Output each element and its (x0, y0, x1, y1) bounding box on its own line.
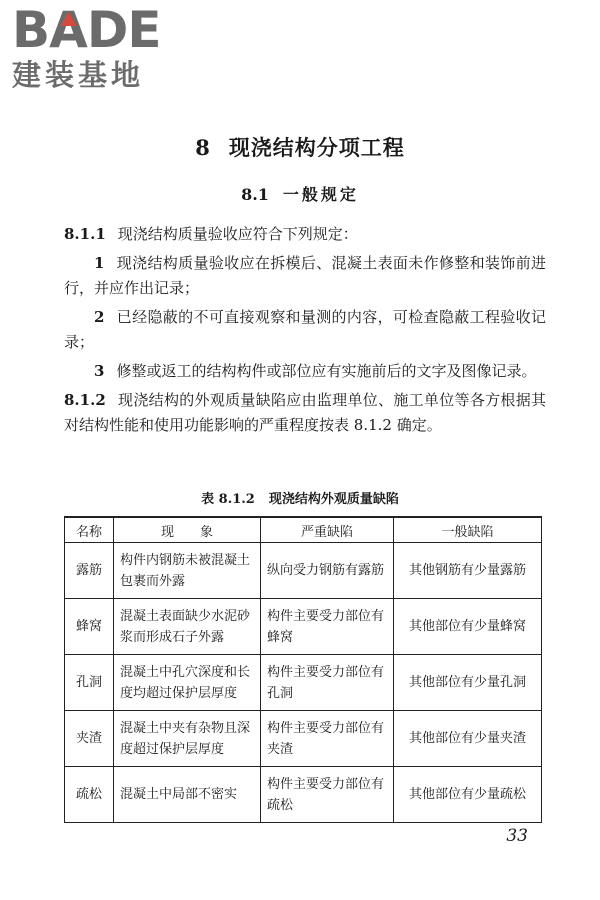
cell-name: 疏松 (65, 767, 114, 823)
clause-number: 8.1.1 (64, 225, 106, 243)
table-row (65, 767, 542, 823)
cell-phenomenon: 混凝土中局部不密实 (114, 767, 261, 823)
cell-serious: 构件主要受力部位有孔洞 (261, 655, 394, 711)
cell-phenomenon: 混凝土表面缺少水泥砂浆而形成石子外露 (114, 599, 261, 655)
cell-general: 其他部位有少量孔洞 (394, 655, 542, 711)
page-number: 33 (506, 826, 528, 846)
item-number: 2 (94, 308, 105, 326)
cell-general: 其他钢筋有少量露筋 (394, 543, 542, 599)
table-row (65, 711, 542, 767)
bade-logo (12, 1, 182, 92)
header-name: 名称 (65, 517, 114, 543)
table-number: 表 8.1.2 (201, 492, 255, 507)
header-serious: 严重缺陷 (261, 517, 394, 543)
item-text: 已经隐蔽的不可直接观察和量测的内容，可检查隐蔽工程验收记录； (64, 308, 546, 351)
item-2 (64, 305, 546, 355)
section-title-text: 一般规定 (282, 185, 359, 204)
logo-chinese-name: 建装基地 (12, 58, 145, 92)
item-text: 现浇结构质量验收应在拆模后、混凝土表面未作修整和装饰前进行，并应作出记录； (64, 254, 546, 297)
defects-table (64, 516, 542, 823)
item-3 (64, 359, 546, 384)
cell-name: 孔洞 (65, 655, 114, 711)
section-title (0, 182, 600, 205)
chapter-title-text: 现浇结构分项工程 (228, 135, 405, 160)
item-text: 修整或返工的结构构件或部位应有实施前后的文字及图像记录。 (116, 362, 537, 380)
cell-general: 其他部位有少量夹渣 (394, 711, 542, 767)
item-number: 1 (94, 254, 105, 272)
cell-phenomenon: 构件内钢筋未被混凝土包裹而外露 (114, 543, 261, 599)
cell-general: 其他部位有少量蜂窝 (394, 599, 542, 655)
table-caption (0, 488, 600, 507)
clause-8-1-1 (64, 222, 546, 247)
clause-number: 8.1.2 (64, 391, 106, 409)
clause-text: 现浇结构质量验收应符合下列规定： (117, 225, 358, 243)
clause-text: 现浇结构的外观质量缺陷应由监理单位、施工单位等各方根据其对结构性能和使用功能影响的严重程度按表 8.1.2 确定。 (64, 391, 546, 434)
clause-8-1-2 (64, 388, 546, 438)
cell-phenomenon: 混凝土中孔穴深度和长度均超过保护层厚度 (114, 655, 261, 711)
cell-serious: 构件主要受力部位有蜂窝 (261, 599, 394, 655)
cell-serious: 构件主要受力部位有夹渣 (261, 711, 394, 767)
cell-name: 夹渣 (65, 711, 114, 767)
table-header-row (65, 517, 542, 543)
cell-serious: 纵向受力钢筋有露筋 (261, 543, 394, 599)
table-row (65, 599, 542, 655)
cell-name: 露筋 (65, 543, 114, 599)
cell-phenomenon: 混凝土中夹有杂物且深度超过保护层厚度 (114, 711, 261, 767)
table-row (65, 655, 542, 711)
section-number: 8.1 (241, 185, 269, 204)
item-number: 3 (94, 362, 105, 380)
body-text (64, 222, 546, 438)
header-phenomenon: 现 象 (114, 517, 261, 543)
logo-wordmark: BADE (12, 1, 161, 59)
item-1 (64, 251, 546, 301)
cell-serious: 构件主要受力部位有疏松 (261, 767, 394, 823)
logo-letter-a: A (49, 1, 87, 59)
chapter-number: 8 (195, 135, 211, 160)
cell-general: 其他部位有少量疏松 (394, 767, 542, 823)
chapter-title (0, 132, 600, 162)
table-title: 现浇结构外观质量缺陷 (268, 492, 399, 507)
header-general: 一般缺陷 (394, 517, 542, 543)
table-row (65, 543, 542, 599)
cell-name: 蜂窝 (65, 599, 114, 655)
